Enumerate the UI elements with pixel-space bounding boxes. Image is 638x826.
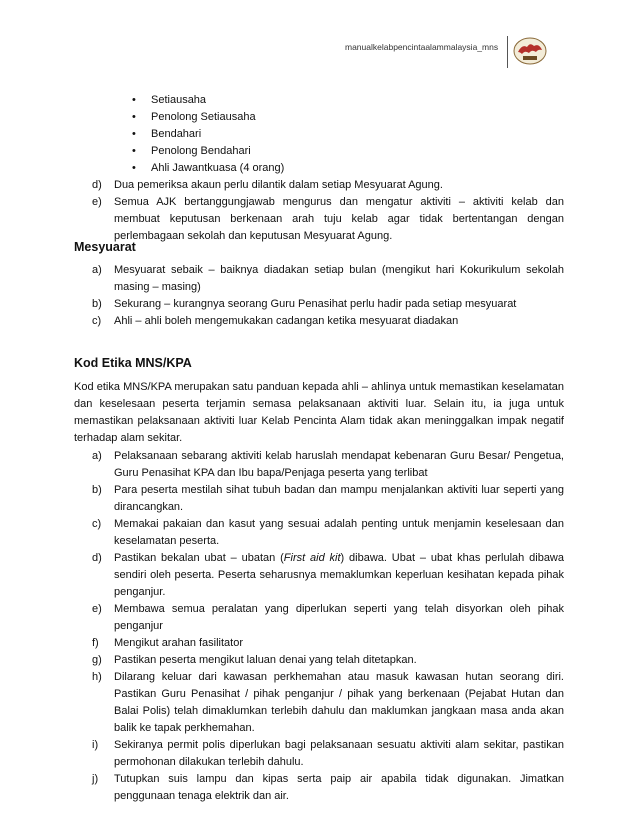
list-item: • Penolong Bendahari xyxy=(132,143,284,160)
list-item xyxy=(92,448,564,482)
list-item: • Ahli Jawantkuasa (4 orang) xyxy=(132,160,284,177)
section-heading-kod-etika: Kod Etika MNS/KPA xyxy=(74,356,192,370)
list-marker: j) xyxy=(92,773,99,785)
list-item xyxy=(92,296,564,313)
list-item-text: Pelaksanaan sebarang aktiviti kelab haruslah mendapat kebenaran Guru Besar/ Pengetua, Guru Penasihat KPA dan Ibu bapa/Penjaga peserta yang terlibat xyxy=(114,450,564,479)
list-marker: a) xyxy=(92,450,102,462)
list-item xyxy=(92,313,564,330)
list-marker: e) xyxy=(92,196,102,208)
list-item: • Setiausaha xyxy=(132,92,284,109)
list-item xyxy=(92,516,564,550)
list-marker: c) xyxy=(92,315,102,327)
list-item-text-italic: First aid kit xyxy=(283,552,341,564)
kod-etika-intro: Kod etika MNS/KPA merupakan satu panduan kepada ahli – ahlinya untuk memastikan keselamatan dan keselesaan peserta terjamin semasa pelaksanaan aktiviti luar. Selain itu, ia juga untuk memastikan pelaksanaan aktiviti luar Kelab Pencinta Alam tidak akan meninggalkan impak negatif terhadap alam sekitar. xyxy=(74,381,564,444)
list-item-text: Mesyuarat sebaik – baiknya diadakan setiap bulan (mengikut hari Kokurikulum sekolah masing – masing) xyxy=(114,264,564,293)
list-marker: b) xyxy=(92,484,102,496)
list-item-text: Pastikan peserta mengikut laluan denai yang telah ditetapkan. xyxy=(114,654,417,666)
list-item-text: Para peserta mestilah sihat tubuh badan dan mampu menjalankan aktiviti luar seperti yang dirancangkan. xyxy=(114,484,564,513)
list-marker: d) xyxy=(92,179,102,191)
list-item xyxy=(92,771,564,805)
list-item-text: Pastikan bekalan ubat – ubatan ( xyxy=(114,552,284,564)
list-marker: f) xyxy=(92,637,99,649)
list-marker: a) xyxy=(92,264,102,276)
list-item-text: Dilarang keluar dari kawasan perkhemahan atau masuk kawasan hutan seorang diri. Pastikan Guru Penasihat / pihak penganjur / pihak yang berkenaan (Pejabat Hutan dan Balai Polis) telah dimaklumkan terlebih dahulu dan maklumkan jangkaan masa anda akan balik ke tapak perkhemahan. xyxy=(114,671,564,734)
list-item-text: ) dibawa. Ubat – ubat khas perlulah dibawa sendiri oleh peserta. Peserta seharusnya memaklumkan keperluan kesihatan kepada pihak penganjur. xyxy=(114,552,564,598)
list-marker: g) xyxy=(92,654,102,666)
list-item xyxy=(92,177,564,194)
list-item: • Penolong Setiausaha xyxy=(132,109,284,126)
list-item-text: Sekurang – kurangnya seorang Guru Penasihat perlu hadir pada setiap mesyuarat xyxy=(114,298,517,310)
list-item xyxy=(92,635,564,652)
list-marker: h) xyxy=(92,671,102,683)
list-item xyxy=(92,262,564,296)
list-item xyxy=(92,737,564,771)
kod-etika-list xyxy=(92,448,564,805)
section-heading-mesyuarat: Mesyuarat xyxy=(74,240,136,254)
list-marker: d) xyxy=(92,552,102,564)
mesyuarat-list xyxy=(92,262,564,330)
list-item-text: Memakai pakaian dan kasut yang sesuai adalah penting untuk menjamin keselesaan dan keselamatan peserta. xyxy=(114,518,564,547)
committee-list xyxy=(132,92,284,177)
list-item-text: Ahli – ahli boleh mengemukakan cadangan ketika mesyuarat diadakan xyxy=(114,315,459,327)
list-marker: e) xyxy=(92,603,102,615)
list-marker: c) xyxy=(92,518,102,530)
list-marker: i) xyxy=(92,739,99,751)
header-divider xyxy=(507,36,508,68)
list-item xyxy=(92,194,564,245)
list-item xyxy=(92,652,564,669)
list-item-text: Sekiranya permit polis diperlukan bagi pelaksanaan sesuatu aktiviti alam sekitar, pastikan permohonan dilakukan terlebih dahulu. xyxy=(114,739,564,768)
list-item-text: Membawa semua peralatan yang diperlukan seperti yang telah disyorkan oleh pihak penganjur xyxy=(114,603,564,632)
list-item-text: Tutupkan suis lampu dan kipas serta paip air apabila tidak digunakan. Jimatkan penggunaan tenaga elektrik dan air. xyxy=(114,773,564,802)
committee-rules-list xyxy=(92,177,564,245)
list-item xyxy=(92,482,564,516)
list-item: • Bendahari xyxy=(132,126,284,143)
header-text: manualkelabpencintaalammalaysia_mns xyxy=(345,42,499,52)
list-item-text: Mengikut arahan fasilitator xyxy=(114,637,244,649)
list-item xyxy=(92,669,564,737)
list-item xyxy=(92,550,564,601)
list-item-text: Dua pemeriksa akaun perlu dilantik dalam setiap Mesyuarat Agung. xyxy=(114,179,443,191)
list-item xyxy=(92,601,564,635)
list-marker: b) xyxy=(92,298,102,310)
kpa-logo-icon xyxy=(512,35,548,67)
list-item-text: Semua AJK bertanggungjawab mengurus dan mengatur aktiviti – aktiviti kelab dan membuat keputusan berkenaan arah tuju kelab agar tidak bertentangan dengan perlembagaan sekolah dan keputusan Mesyuarat Agung. xyxy=(114,196,564,242)
